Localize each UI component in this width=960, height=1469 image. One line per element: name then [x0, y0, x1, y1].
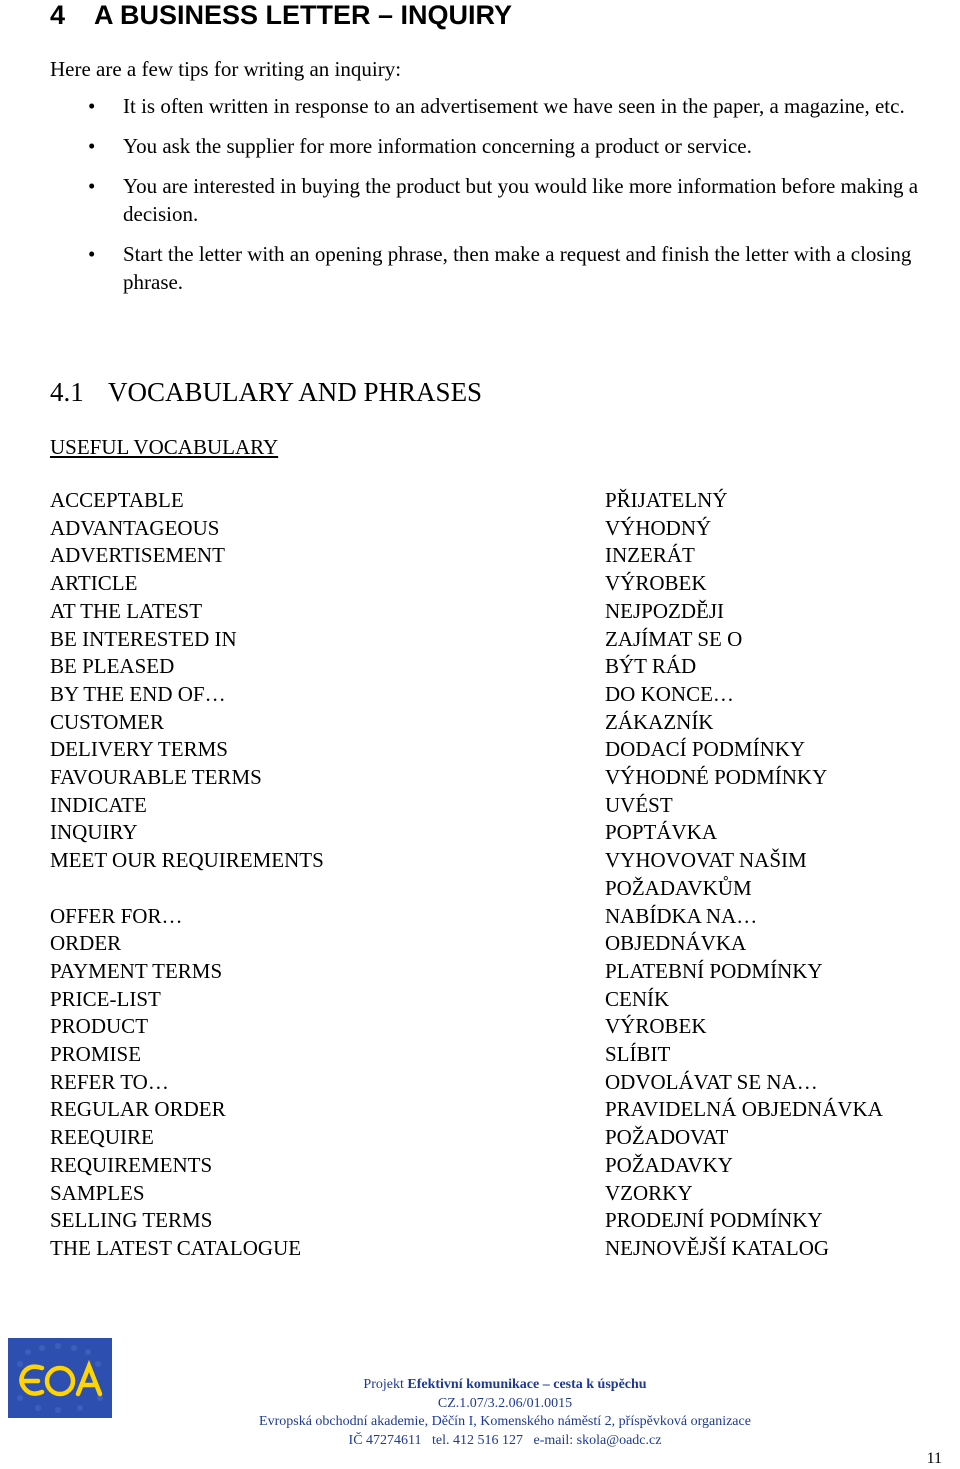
- tip-text: Start the letter with an opening phrase, then make a request and finish the letter with a closing phrase.: [123, 242, 912, 294]
- vocabulary-row: [50, 570, 950, 598]
- vocabulary-english: MEET OUR REQUIREMENTS: [50, 848, 324, 873]
- vocabulary-english: ACCEPTABLE: [50, 488, 184, 512]
- vocabulary-row: [50, 653, 950, 681]
- vocabulary-row: [50, 958, 950, 986]
- bullet-icon: •: [88, 174, 96, 198]
- footer: [180, 1376, 830, 1450]
- vocabulary-czech: BÝT RÁD: [605, 654, 697, 679]
- vocabulary-list: [50, 487, 950, 1263]
- vocabulary-czech: PŘIJATELNÝ: [605, 488, 728, 512]
- footer-contact: IČ 47274611 tel. 412 516 127 e-mail: skola@oadc.cz: [348, 1432, 662, 1448]
- intro-text: Here are a few tips for writing an inquiry:: [50, 57, 402, 81]
- vocabulary-english: DELIVERY TERMS: [50, 737, 228, 762]
- bullet-icon: •: [88, 94, 96, 118]
- footer-address: Evropská obchodní akademie, Děčín I, Komenského náměstí 2, příspěvková organizace: [259, 1414, 751, 1429]
- vocabulary-row: [50, 792, 950, 820]
- footer-code: CZ.1.07/3.2.06/01.0015: [437, 1395, 573, 1411]
- tip-item: [50, 132, 955, 160]
- vocabulary-czech: VÝHODNÝ: [605, 515, 712, 540]
- tip-text: It is often written in response to an advertisement we have seen in the paper, a magazine, etc.: [123, 94, 905, 118]
- tip-text: You ask the supplier for more information concerning a product or service.: [123, 134, 752, 158]
- vocabulary-czech: VÝROBEK: [605, 1014, 707, 1039]
- vocabulary-english: PROMISE: [50, 1042, 142, 1067]
- vocabulary-english: ARTICLE: [50, 571, 138, 596]
- page-number: 11: [926, 1450, 942, 1467]
- vocabulary-english: BY THE END OF…: [50, 681, 226, 706]
- vocabulary-english: BE PLEASED: [50, 654, 175, 679]
- vocabulary-row: [50, 930, 950, 958]
- vocabulary-czech: POPTÁVKA: [605, 820, 718, 845]
- vocabulary-english: REFER TO…: [50, 1069, 169, 1094]
- vocabulary-english: [50, 875, 605, 903]
- vocabulary-czech: VZORKY: [605, 1180, 693, 1205]
- vocabulary-row: [50, 1069, 950, 1097]
- vocabulary-english: REQUIREMENTS: [50, 1152, 213, 1177]
- vocabulary-row: [50, 903, 950, 931]
- vocabulary-english: SAMPLES: [50, 1180, 145, 1205]
- vocabulary-english: ADVERTISEMENT: [50, 543, 225, 568]
- vocabulary-english: ORDER: [50, 931, 122, 956]
- vocabulary-czech: CENÍK: [605, 986, 670, 1011]
- vocabulary-czech: OBJEDNÁVKA: [605, 931, 747, 956]
- vocabulary-english: SELLING TERMS: [50, 1208, 213, 1233]
- tip-item: [50, 172, 955, 228]
- vocabulary-row: [50, 709, 950, 737]
- vocabulary-czech: ODVOLÁVAT SE NA…: [605, 1069, 818, 1094]
- vocabulary-english: ADVANTAGEOUS: [50, 515, 220, 540]
- vocabulary-row: [50, 681, 950, 709]
- vocabulary-english: FAVOURABLE TERMS: [50, 765, 262, 790]
- vocabulary-czech: DO KONCE…: [605, 681, 734, 706]
- vocabulary-czech: PRODEJNÍ PODMÍNKY: [605, 1208, 823, 1233]
- vocabulary-row: [50, 1207, 950, 1235]
- vocabulary-english: OFFER FOR…: [50, 903, 183, 928]
- vocabulary-czech: VYHOVOVAT NAŠIM: [605, 848, 807, 873]
- vocabulary-row: [50, 1180, 950, 1208]
- vocabulary-english: REEQUIRE: [50, 1125, 154, 1150]
- tip-item: [50, 92, 955, 120]
- vocabulary-row: [50, 1096, 950, 1124]
- vocabulary-english: CUSTOMER: [50, 709, 164, 734]
- section-title: VOCABULARY AND PHRASES: [108, 377, 483, 407]
- chapter-title: A BUSINESS LETTER – INQUIRY: [94, 0, 513, 30]
- tip-text: You are interested in buying the product but you would like more information before making a decision.: [123, 174, 919, 226]
- vocabulary-czech: UVÉST: [605, 792, 673, 817]
- vocabulary-english: REGULAR ORDER: [50, 1097, 226, 1122]
- tip-item: [50, 240, 955, 296]
- vocabulary-row: [50, 487, 950, 515]
- vocabulary-row: [50, 1235, 950, 1263]
- vocabulary-row: [50, 736, 950, 764]
- vocabulary-czech: NEJNOVĚJŠÍ KATALOG: [605, 1235, 830, 1260]
- eoa-logo-icon: [8, 1338, 112, 1418]
- vocabulary-english: PAYMENT TERMS: [50, 958, 223, 983]
- chapter-heading: [50, 0, 512, 30]
- vocabulary-czech: NABÍDKA NA…: [605, 903, 758, 928]
- vocabulary-row: [50, 542, 950, 570]
- section-heading: [50, 376, 482, 408]
- vocabulary-english: PRODUCT: [50, 1014, 149, 1039]
- section-number: 4.1: [50, 377, 84, 407]
- vocabulary-row: [50, 819, 950, 847]
- vocabulary-czech: INZERÁT: [605, 543, 695, 568]
- vocabulary-english: INQUIRY: [50, 820, 138, 845]
- vocabulary-czech: VÝROBEK: [605, 571, 707, 596]
- vocabulary-czech: SLÍBIT: [605, 1042, 671, 1067]
- vocabulary-row: [50, 847, 950, 875]
- vocabulary-czech: DODACÍ PODMÍNKY: [605, 737, 806, 762]
- vocabulary-row: [50, 598, 950, 626]
- vocabulary-english: PRICE-LIST: [50, 986, 161, 1011]
- vocabulary-subheading: USEFUL VOCABULARY: [50, 435, 279, 459]
- vocabulary-row: [50, 764, 950, 792]
- vocabulary-row: [50, 1152, 950, 1180]
- vocabulary-czech: POŽADAVKY: [605, 1152, 733, 1177]
- vocabulary-czech: POŽADAVKŮM: [605, 875, 752, 900]
- vocabulary-english: BE INTERESTED IN: [50, 626, 237, 651]
- vocabulary-row: [50, 1041, 950, 1069]
- vocabulary-row: [50, 515, 950, 543]
- vocabulary-row: [50, 1124, 950, 1152]
- footer-project: Projekt Efektivní komunikace – cesta k úspěchu: [363, 1377, 647, 1392]
- vocabulary-row: [50, 875, 950, 903]
- vocabulary-english: AT THE LATEST: [50, 598, 203, 623]
- vocabulary-czech: PLATEBNÍ PODMÍNKY: [605, 958, 823, 983]
- vocabulary-czech: POŽADOVAT: [605, 1125, 729, 1150]
- bullet-icon: •: [88, 242, 96, 266]
- vocabulary-czech: VÝHODNÉ PODMÍNKY: [605, 765, 828, 790]
- vocabulary-english: INDICATE: [50, 792, 147, 817]
- vocabulary-english: THE LATEST CATALOGUE: [50, 1235, 302, 1260]
- vocabulary-czech: PRAVIDELNÁ OBJEDNÁVKA: [605, 1097, 883, 1122]
- chapter-number: 4: [50, 0, 66, 30]
- footer-project-name: Efektivní komunikace – cesta k úspěchu: [407, 1377, 647, 1392]
- vocabulary-row: [50, 626, 950, 654]
- vocabulary-row: [50, 986, 950, 1014]
- vocabulary-czech: NEJPOZDĚJI: [605, 598, 724, 623]
- vocabulary-row: [50, 1013, 950, 1041]
- vocabulary-czech: ZÁKAZNÍK: [605, 709, 714, 734]
- vocabulary-czech: ZAJÍMAT SE O: [605, 626, 743, 651]
- bullet-icon: •: [88, 134, 96, 158]
- tips-list: [50, 92, 955, 308]
